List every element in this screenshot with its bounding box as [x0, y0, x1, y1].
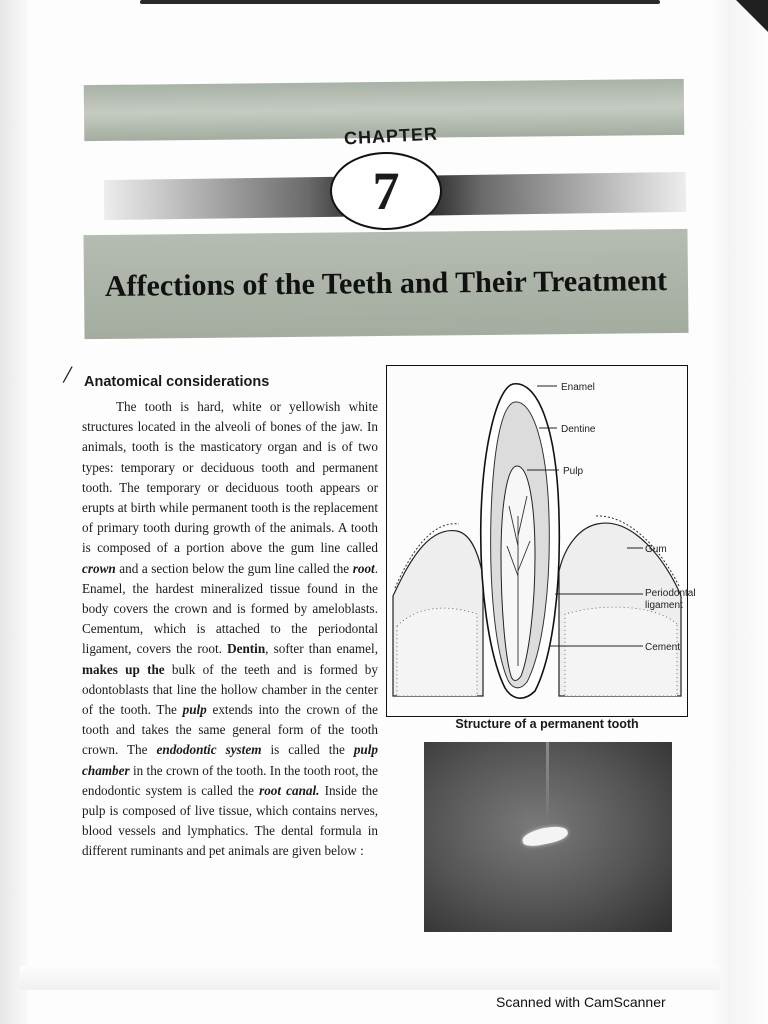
tooth-diagram-svg — [387, 366, 696, 716]
label-dentine: Dentine — [561, 424, 596, 435]
paragraph-segment: extends into the crown of the tooth and takes the same general form of the tooth crown. The — [82, 702, 378, 758]
paragraph-segment: bulk of the teeth and is formed by odontoblasts that line the hollow chamber in the center of the tooth. The — [82, 661, 378, 718]
section-heading: Anatomical considerations — [84, 374, 270, 390]
paragraph-segment: endodontic system — [156, 742, 262, 758]
label-pulp: Pulp — [563, 466, 584, 477]
label-periodontal-2: ligament — [645, 600, 683, 611]
figure-caption: Structure of a permanent tooth — [455, 717, 639, 731]
paragraph-segment: root canal. — [259, 782, 320, 798]
body-paragraph — [82, 397, 378, 862]
bone-left — [397, 608, 477, 696]
tooth-photo — [424, 742, 672, 932]
page-right-shadow — [710, 0, 768, 1024]
paragraph-segment: is called the — [261, 742, 354, 758]
label-cement: Cement — [645, 642, 681, 653]
chapter-number: 7 — [372, 161, 400, 221]
paragraph-segment: root — [352, 560, 375, 576]
paragraph-segment: pulp — [182, 702, 207, 718]
label-periodontal-1: Periodontal — [645, 588, 696, 599]
page-top-edge — [140, 0, 660, 4]
paragraph-segment: crown — [82, 560, 116, 576]
paragraph-segment: Inside the pulp is composed of live tissue, which contains nerves, blood vessels and lymphatics. The dental formula in different ruminants and pet animals are given below : — [82, 782, 378, 859]
page-bottom-shade — [20, 966, 720, 990]
label-enamel: Enamel — [561, 382, 595, 393]
label-gum: Gum — [645, 544, 667, 555]
scanner-watermark: Scanned with CamScanner — [496, 994, 666, 1010]
paragraph-segment: pulp chamber — [82, 742, 378, 778]
paragraph-segment: in the crown of the tooth. In the tooth root, the endodontic system is called the — [82, 762, 378, 798]
paragraph-segment: Dentin — [227, 641, 266, 657]
chapter-number-badge — [330, 152, 442, 230]
paragraph-segment: . Enamel, the hardest mineralized tissue found in the body covers the crown and is formed by ameloblasts. Cementum, which is attached to the periodontal ligament, covers the root. — [82, 560, 378, 657]
handwritten-tick-mark: / — [61, 359, 74, 390]
paragraph-segment: and a section below the gum line called the — [115, 560, 353, 576]
tooth-diagram — [386, 365, 696, 717]
page-corner — [736, 0, 768, 32]
photo-tooth — [521, 823, 569, 848]
chapter-title-box — [83, 229, 688, 339]
page-edge-shadow — [0, 0, 28, 1024]
paragraph-segment: The tooth is hard, white or yellowish white structures located in the alveoli of bones of the jaw. In animals, tooth is the masticatory organ and is of two types: temporary or deciduous tooth and permanent tooth. The temporary or deciduous tooth appears or erupts at birth while permanent tooth is the replacement of primary tooth during growth of the animals. A tooth is composed of a portion above the gum line called — [82, 399, 378, 556]
chapter-word: CHAPTER — [343, 123, 439, 149]
paragraph-segment: makes up the — [82, 661, 165, 677]
chapter-title: Affections of the Teeth and Their Treatment — [104, 264, 668, 303]
paragraph-segment: , softer than enamel, — [265, 641, 378, 657]
